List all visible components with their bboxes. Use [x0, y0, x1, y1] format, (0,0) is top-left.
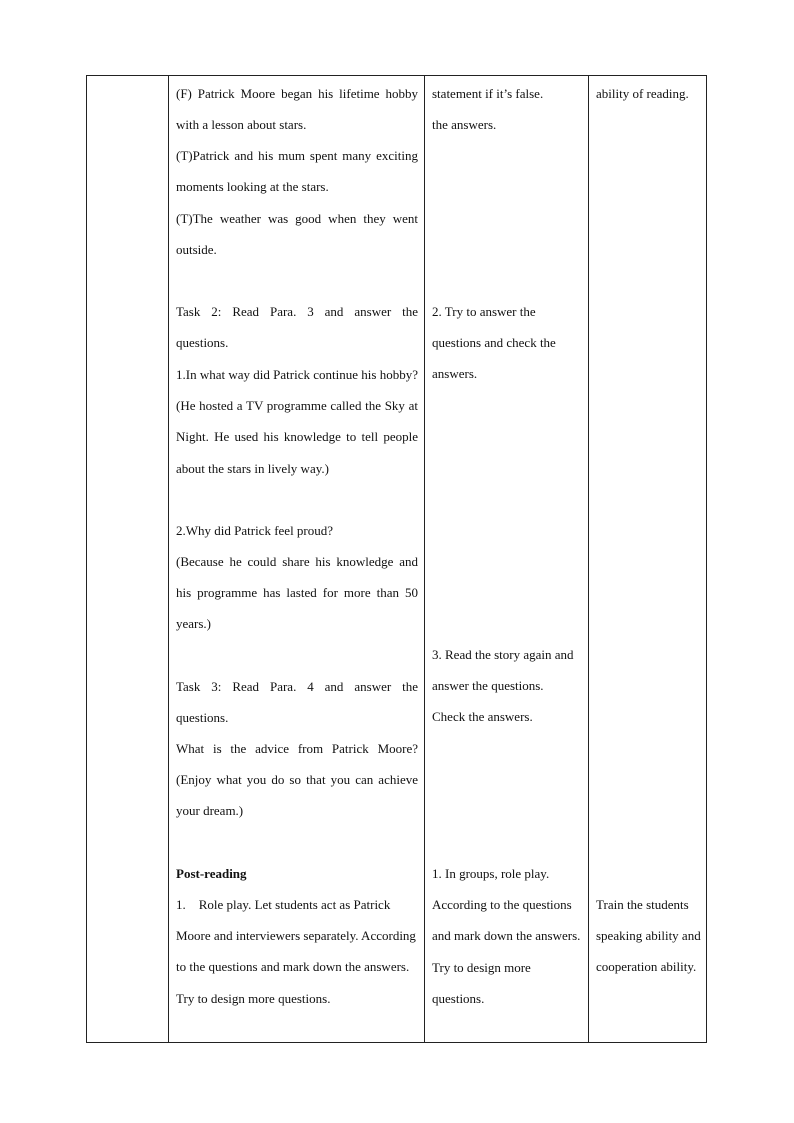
teacher-activity-column	[176, 76, 418, 1042]
stage-column	[87, 76, 168, 1042]
task1-statement-3: (T)The weather was good when they went outside.	[176, 211, 418, 258]
task2-question-1: 1.In what way did Patrick continue his hobby? (He hosted a TV programme called the Sky at Night. He used his knowledge to tell people about the stars in lively way.)	[176, 367, 418, 476]
purpose-post-reading: Train the students speaking ability and cooperation ability.	[596, 897, 701, 975]
post-reading-item-1: 1. Role play. Let students act as Patrick Moore and interviewers separately. According to the questions and mark down the answers. Try to design more questions.	[176, 897, 420, 1006]
lesson-plan-table	[86, 75, 707, 1043]
purpose-task1: ability of reading.	[596, 86, 689, 101]
purpose-column	[596, 76, 702, 1042]
task2-question-2: 2.Why did Patrick feel proud?	[176, 523, 334, 538]
student-post-reading: 1. In groups, role play. According to the questions and mark down the answers. Try to design more questions.	[432, 866, 581, 1006]
task1-statement-2: (T)Patrick and his mum spent many exciting moments looking at the stars.	[176, 148, 418, 195]
task1-statement-1: (F) Patrick Moore began his lifetime hobby with a lesson about stars.	[176, 86, 418, 133]
task3-title: Task 3: Read Para. 4 and answer the questions.	[176, 679, 418, 726]
post-reading-heading: Post-reading	[176, 866, 247, 881]
column-divider	[588, 76, 589, 1042]
student-task3: 3. Read the story again and answer the questions. Check the answers.	[432, 647, 574, 725]
task2-answer-2: (Because he could share his knowledge and his programme has lasted for more than 50 years.)	[176, 554, 418, 632]
column-divider	[424, 76, 425, 1042]
student-task1-line-1: statement if it’s false.	[432, 86, 544, 101]
column-divider	[168, 76, 169, 1042]
student-task1-line-2: the answers.	[432, 117, 497, 132]
task2-title: Task 2: Read Para. 3 and answer the questions.	[176, 304, 418, 351]
student-activity-column	[432, 76, 582, 1042]
student-task2: 2. Try to answer the questions and check the answers.	[432, 304, 556, 382]
task3-question: What is the advice from Patrick Moore?(Enjoy what you do so that you can achieve your dream.)	[176, 741, 418, 819]
